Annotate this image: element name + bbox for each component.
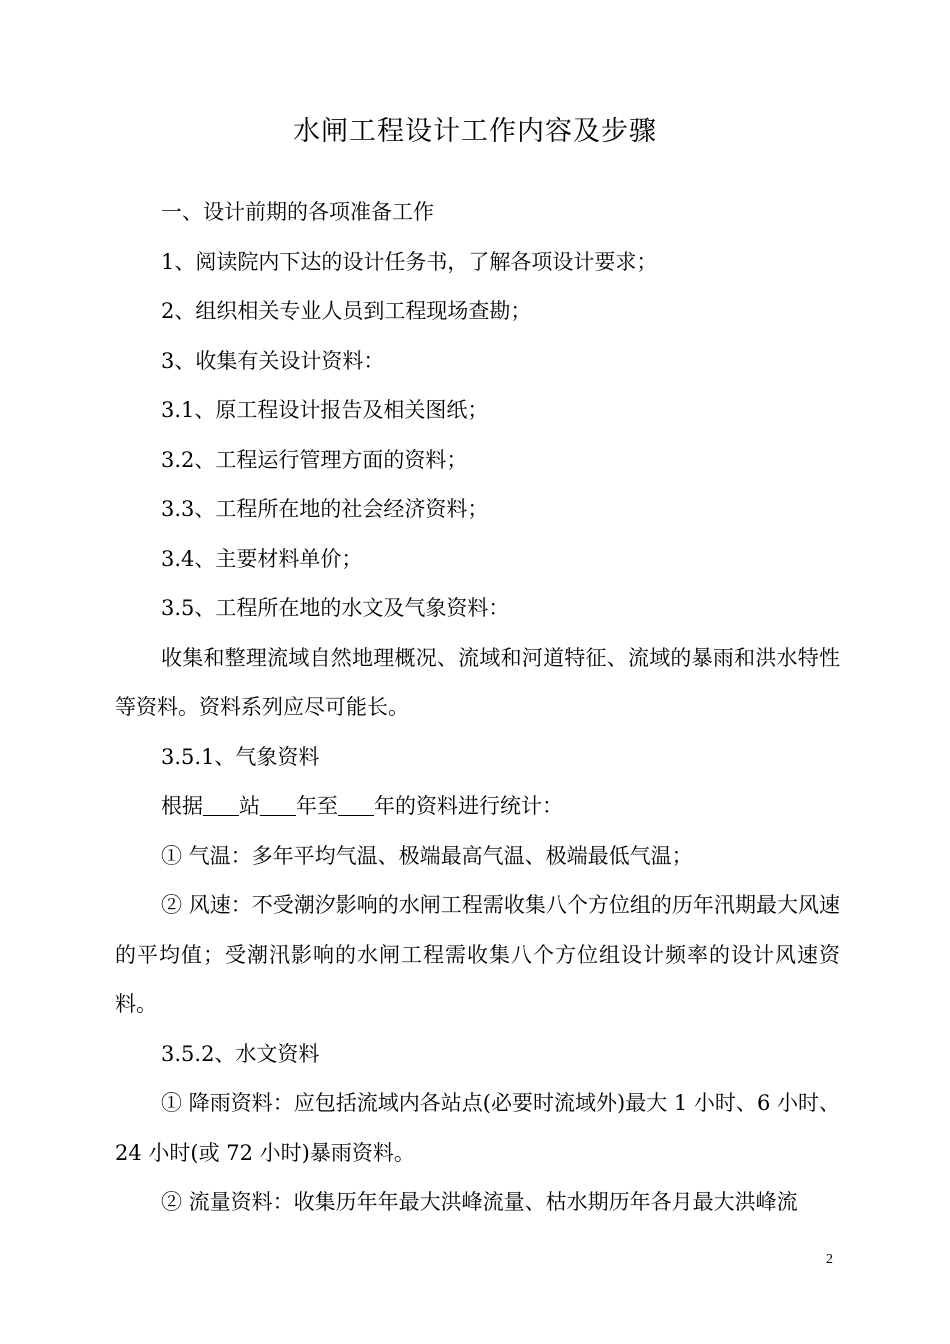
paragraph: ② 流量资料：收集历年年最大洪峰流量、枯水期历年各月最大洪峰流	[161, 1190, 798, 1214]
paragraph: 收集和整理流域自然地理概况、流域和河道特征、流域的暴雨和洪水特性等资料。资料系列应尽可能长。	[115, 645, 840, 719]
paragraph: 3.4、主要材料单价；	[161, 546, 363, 571]
fill-in-blank	[203, 793, 239, 816]
paragraph: 2、组织相关专业人员到工程现场查勘；	[161, 299, 532, 323]
paragraph: 3.2、工程运行管理方面的资料；	[161, 447, 468, 472]
paragraph: 3.3、工程所在地的社会经济资料；	[161, 497, 489, 521]
paragraph: 3.5、工程所在地的水文及气象资料：	[161, 596, 510, 620]
paragraph: 3、收集有关设计资料：	[161, 348, 385, 373]
paragraph-with-blanks	[115, 782, 840, 832]
fill-in-blank	[338, 793, 374, 816]
text-fragment: 根据	[161, 794, 203, 818]
fill-in-blank	[260, 793, 296, 816]
text-fragment: 站	[239, 794, 260, 818]
paragraph: 1、阅读院内下达的设计任务书，了解各项设计要求；	[161, 249, 658, 274]
paragraph: ② 风速：不受潮汐影响的水闸工程需收集八个方位组的历年汛期最大风速的平均值；受潮汛影响的水闸工程需收集八个方位组设计频率的设计风速资料。	[115, 893, 840, 1016]
document-title: 水闸工程设计工作内容及步骤	[293, 116, 657, 147]
subsection-heading: 3.5.1、气象资料	[161, 744, 320, 769]
paragraph: ① 降雨资料：应包括流域内各站点(必要时流域外)最大 1 小时、6 小时、24 小时(或 72 小时)暴雨资料。	[115, 1091, 840, 1165]
subsection-heading: 3.5.2、水文资料	[161, 1041, 320, 1066]
paragraph: 3.1、原工程设计报告及相关图纸；	[161, 398, 489, 422]
text-fragment: 年至	[296, 794, 338, 818]
text-fragment: 年的资料进行统计：	[374, 794, 563, 818]
page-number: 2	[826, 1252, 833, 1267]
section-heading: 一、设计前期的各项准备工作	[161, 200, 434, 224]
paragraph: ① 气温：多年平均气温、极端最高气温、极端最低气温；	[161, 843, 693, 868]
document-body	[115, 188, 840, 1228]
